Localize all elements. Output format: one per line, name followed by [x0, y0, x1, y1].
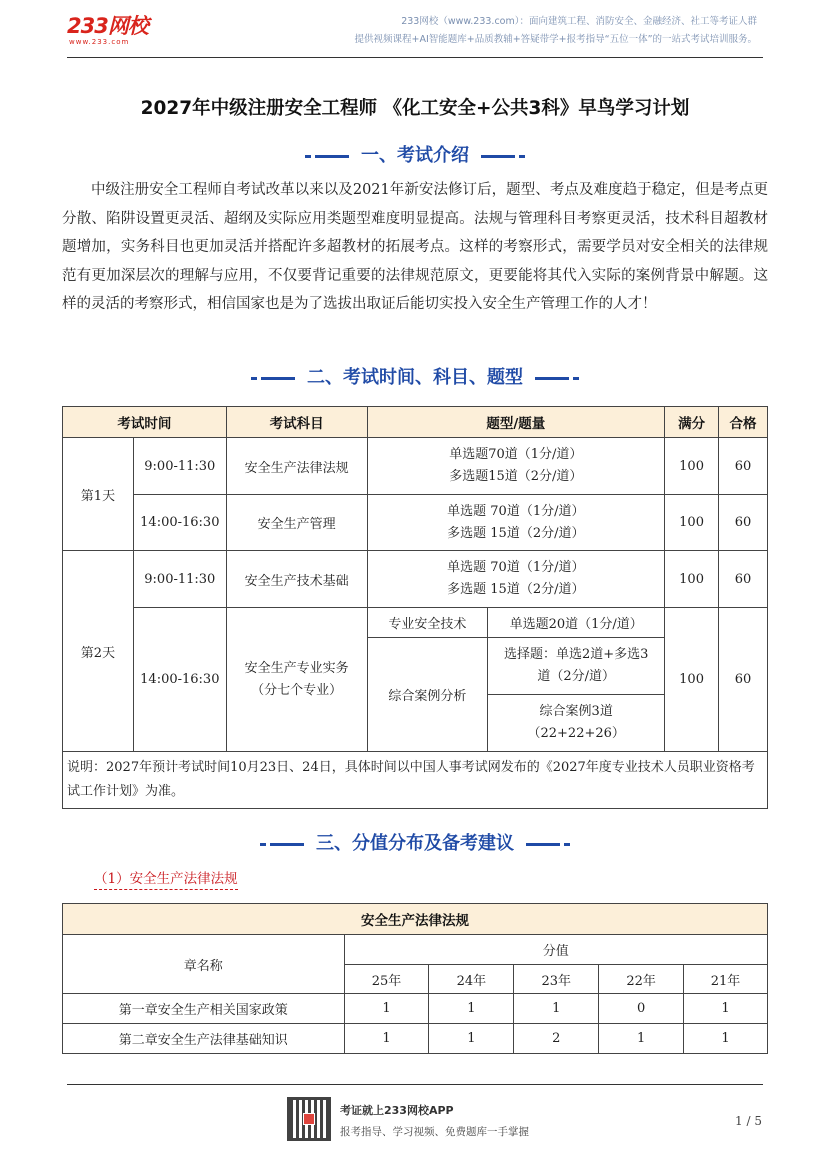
question-line: （22+22+26）: [527, 726, 625, 741]
question-line: 综合案例3道: [539, 704, 613, 719]
table-row: [63, 495, 768, 551]
subject-line: （分七个专业）: [251, 682, 343, 698]
table-title-row: [63, 904, 768, 935]
heading-ornament-right: [481, 155, 529, 158]
page-number: 1 / 5: [735, 1114, 762, 1128]
part-cell: 专业安全技术: [367, 608, 488, 638]
footer-app-title: 考证就上233网校APP: [340, 1104, 454, 1117]
section-heading-2: [0, 363, 830, 389]
year-header: 25年: [344, 965, 429, 994]
score-header: 分值: [344, 935, 767, 965]
heading-ornament-right: [526, 843, 574, 846]
day-cell: 第1天: [63, 438, 134, 551]
question-line: 多选题 15道（2分/道）: [447, 582, 585, 597]
pass-score-cell: 60: [719, 608, 768, 752]
intro-paragraph: 中级注册安全工程师自考试改革以来以及2021年新安法修订后，题型、考点及难度趋于稳定，但是考点更分散、陷阱设置更灵活、超纲及实际应用类题型难度明显提高。法规与管理科目考察更灵活，技术科目超教材题增加，实务科目也更加灵活并搭配许多超教材的拓展考点。这样的考察形式，需要学员对安全相关的法律规范有更加深层次的理解与应用，不仅要背记重要的法律规范原文，更要能将其代入实际的案例背景中解题。这样的灵活的考察形式，相信国家也是为了选拔出取证后能切实投入安全生产管理工作的人才！: [62, 182, 768, 312]
heading-ornament-left: [301, 155, 349, 158]
pass-score-cell: 60: [719, 438, 768, 495]
header-cell: 考试时间: [63, 407, 227, 438]
header-cell: 考试科目: [226, 407, 367, 438]
subject-cell: 安全生产技术基础: [226, 551, 367, 608]
header-cell: 题型/题量: [367, 407, 665, 438]
section-heading-3: [0, 829, 830, 855]
time-cell: 9:00-11:30: [133, 438, 226, 495]
question-line: 单选题70道（1分/道）: [449, 447, 583, 462]
subject-line: 安全生产专业实务: [244, 660, 349, 676]
table-header-row: [63, 935, 768, 965]
heading-ornament-left: [256, 843, 304, 846]
part-cell: 综合案例分析: [367, 638, 488, 752]
section-heading-text: 二、考试时间、科目、题型: [307, 367, 523, 388]
header-intro-line2: 提供视频课程+AI智能题库+品质教辅+答疑带学+报考指导“五位一体”的一站式考试培训服务。: [354, 34, 757, 45]
header-intro-line1: 233网校（www.233.com）：面向建筑工程、消防安全、金融经济、社工等考证人群: [401, 16, 757, 27]
table-note-row: [63, 752, 768, 809]
year-header: 23年: [514, 965, 599, 994]
question-line: 多选题 15道（2分/道）: [447, 525, 585, 541]
document-title: 2027年中级注册安全工程师 《化工安全+公共3科》早鸟学习计划: [140, 98, 690, 119]
section-heading-text: 三、分值分布及备考建议: [316, 833, 514, 854]
table-header-row: [63, 407, 768, 438]
table-row: [63, 608, 768, 638]
time-cell: 14:00-16:30: [133, 495, 226, 551]
heading-ornament-left: [247, 377, 295, 380]
table-row: [63, 551, 768, 608]
year-header: 21年: [684, 965, 768, 994]
header-divider: [67, 57, 763, 58]
logo-url: www.233.com: [69, 38, 130, 46]
question-line: 道（2分/道）: [537, 669, 616, 684]
score-value: 2: [514, 1024, 599, 1054]
question-cell: [367, 438, 665, 495]
subject-cell: [226, 608, 367, 752]
section-heading-1: [0, 141, 830, 167]
chapter-name: 第二章安全生产法律基础知识: [63, 1024, 345, 1054]
score-distribution-table: [62, 903, 768, 1054]
question-line: 多选题15道（2分/道）: [449, 469, 583, 484]
score-value: 1: [429, 1024, 514, 1054]
brand-logo[interactable]: [67, 10, 148, 46]
question-cell: [488, 638, 665, 695]
chapter-name: 第一章安全生产相关国家政策: [63, 994, 345, 1024]
table-row: [63, 438, 768, 495]
score-value: 1: [684, 994, 768, 1024]
subject-cell: 安全生产法律法规: [226, 438, 367, 495]
footer-app-desc: 报考指导、学习视频、免费题库一手掌握: [340, 1126, 529, 1138]
question-line: 单选题 70道（1分/道）: [447, 503, 585, 519]
score-value: 1: [344, 994, 429, 1024]
pass-score-cell: 60: [719, 495, 768, 551]
subsection-title: （1）安全生产法律法规: [94, 867, 238, 890]
score-value: 1: [344, 1024, 429, 1054]
question-cell: [367, 551, 665, 608]
score-value: 1: [599, 1024, 684, 1054]
full-score-cell: 100: [665, 551, 719, 608]
header-cell: 满分: [665, 407, 719, 438]
exam-note: 说明：2027年预计考试时间10月23日、24日，具体时间以中国人事考试网发布的《2027年度专业技术人员职业资格考试工作计划》为准。: [63, 752, 768, 809]
score-value: 0: [599, 994, 684, 1024]
heading-ornament-right: [535, 377, 583, 380]
day-cell: 第2天: [63, 551, 134, 752]
time-cell: 9:00-11:30: [133, 551, 226, 608]
score-value: 1: [684, 1024, 768, 1054]
page-header: [0, 0, 830, 58]
subject-cell: 安全生产管理: [226, 495, 367, 551]
logo-text: 233网校: [67, 14, 148, 38]
score-value: 1: [514, 994, 599, 1024]
chapter-header: 章名称: [63, 935, 345, 994]
table-row: [63, 994, 768, 1024]
year-header: 22年: [599, 965, 684, 994]
footer-divider: [67, 1084, 763, 1085]
table-row: [63, 1024, 768, 1054]
exam-schedule-table: [62, 406, 768, 809]
table-title: 安全生产法律法规: [63, 904, 768, 935]
pass-score-cell: 60: [719, 551, 768, 608]
header-intro: [355, 13, 758, 49]
question-line: 单选题 70道（1分/道）: [447, 560, 585, 575]
header-cell: 合格: [719, 407, 768, 438]
question-cell: 单选题20道（1分/道）: [488, 608, 665, 638]
year-header: 24年: [429, 965, 514, 994]
full-score-cell: 100: [665, 438, 719, 495]
full-score-cell: 100: [665, 608, 719, 752]
qr-code-icon[interactable]: [287, 1097, 331, 1141]
question-line: 选择题：单选2道+多选3: [503, 647, 649, 662]
section-heading-text: 一、考试介绍: [361, 145, 469, 166]
qr-logo-icon: [303, 1113, 315, 1125]
time-cell: 14:00-16:30: [133, 608, 226, 752]
full-score-cell: 100: [665, 495, 719, 551]
question-cell: [367, 495, 665, 551]
question-cell: [488, 695, 665, 752]
score-value: 1: [429, 994, 514, 1024]
